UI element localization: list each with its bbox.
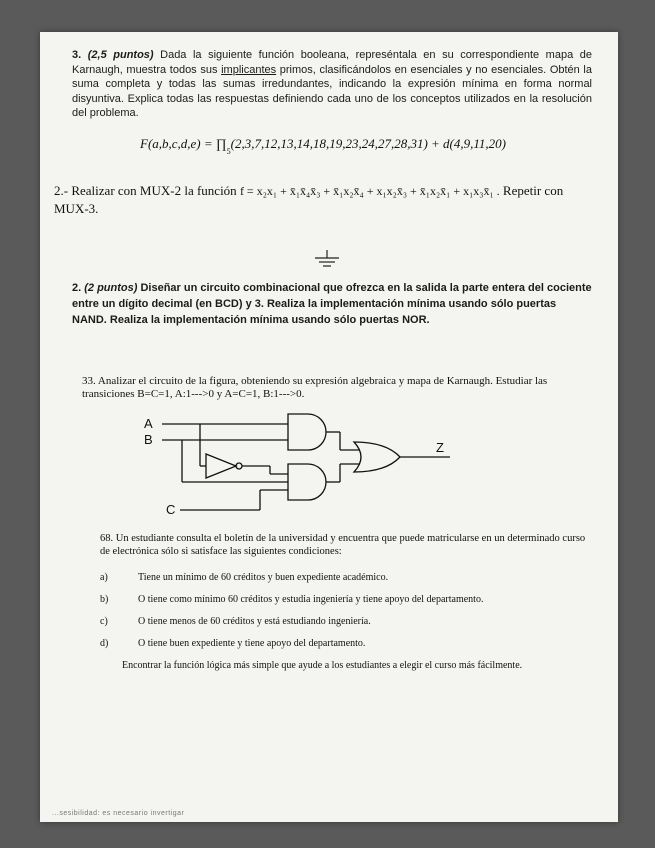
- problem-3-underlined: implicantes: [221, 63, 277, 76]
- boolean-formula: [140, 136, 506, 156]
- formula-lhs: F(a,b,c,d,e) = ∏: [140, 136, 227, 151]
- condition-text: O tiene como mínimo 60 créditos y estudia ingeniería y tiene apoyo del departamento.: [138, 594, 484, 605]
- problem-3: [72, 48, 592, 121]
- problem-2-text-b: Repetir con MUX-3.: [54, 183, 564, 216]
- condition-text: O tiene buen expediente y tiene apoyo del departamento.: [138, 638, 366, 649]
- label-a: A: [144, 416, 153, 431]
- problem-68-final: Encontrar la función lógica más simple que ayude a los estudiantes a elegir el curso más fácilmente.: [122, 660, 523, 671]
- problem-3-points: (2,5 puntos): [87, 49, 154, 61]
- condition-key: b): [100, 594, 109, 605]
- condition-b: [100, 594, 483, 605]
- condition-d: [100, 638, 365, 649]
- and-gate-top: [288, 414, 326, 450]
- problem-3-text-a: Dada la siguiente función booleana, represéntala en su correspondiente mapa de Karnaugh, muestra todos sus: [72, 49, 592, 76]
- problem-33-text: Analizar el circuito de la figura, obteniendo su expresión algebraica y mapa de Karnaugh. Estudiar las transiciones B=C=1, A:1--->0 y A=C=1, B:1--->0.: [82, 375, 548, 400]
- problem-2-label: 2.-: [54, 183, 69, 198]
- ground-symbol-icon: [312, 250, 342, 272]
- condition-text: Tiene un mínimo de 60 créditos y buen expediente académico.: [138, 572, 389, 583]
- problem-2b-points: (2 puntos): [84, 282, 138, 294]
- condition-key: d): [100, 638, 109, 649]
- problem-2-text-a: Realizar con MUX-2 la función: [71, 183, 237, 198]
- condition-a: [100, 572, 388, 583]
- document-page: [40, 32, 618, 822]
- problem-2-equation: f = x₂x₁ + x̄₁x̄₄x̄₃ + x̄₁x₂x̄₄ + x₁x₂x̄₃ + x̄₁x₂x̄₁ + x₁x₃x̄₁ .: [239, 184, 500, 198]
- problem-2-mux: [54, 182, 594, 218]
- problem-33: [82, 375, 592, 401]
- label-z: Z: [436, 440, 444, 455]
- label-b: B: [144, 432, 153, 447]
- label-c: C: [166, 502, 176, 517]
- not-gate: [206, 454, 236, 478]
- formula-subscript: 5: [226, 147, 231, 156]
- or-gate: [354, 442, 400, 472]
- problem-68: [100, 532, 590, 558]
- logic-circuit-diagram: [140, 412, 470, 522]
- formula-rhs: (2,3,7,12,13,14,18,19,23,24,27,28,31) + d(4,9,11,20): [230, 136, 506, 151]
- problem-33-number: 33.: [82, 375, 96, 387]
- problem-3-number: 3.: [72, 49, 82, 61]
- condition-text: O tiene menos de 60 créditos y está estudiando ingeniería.: [138, 616, 371, 627]
- problem-68-number: 68.: [100, 533, 114, 544]
- condition-key: c): [100, 616, 108, 627]
- condition-c: [100, 616, 371, 627]
- problem-2b-text: Diseñar un circuito combinacional que ofrezca en la salida la parte entera del cociente entre un dígito decimal (en BCD) y 3. Realiza la implementación mínima usando sólo puertas NAND. Realiza la implementación mínima usando sólo puertas NOR.: [72, 282, 592, 326]
- and-gate-bottom: [288, 464, 326, 500]
- footer-text: ...sesibilidad: es necesario invertigar: [52, 810, 185, 817]
- condition-key: a): [100, 572, 108, 583]
- problem-2-circuit: [72, 280, 592, 328]
- problem-3-text-b: primos, clasificándolos en esenciales y no esenciales. Obtén la suma completa y todas las sumas irredundantes, indicando la expresión mínima en forma normal disyuntiva. Explica todas las respuestas definiendo cada uno de los conceptos utilizados en la resolución del problema.: [72, 63, 592, 119]
- problem-2b-number: 2.: [72, 282, 82, 294]
- problem-68-text: Un estudiante consulta el boletín de la universidad y encuentra que puede matricularse en un determinado curso de electrónica sólo si satisface las siguientes condiciones:: [100, 533, 586, 557]
